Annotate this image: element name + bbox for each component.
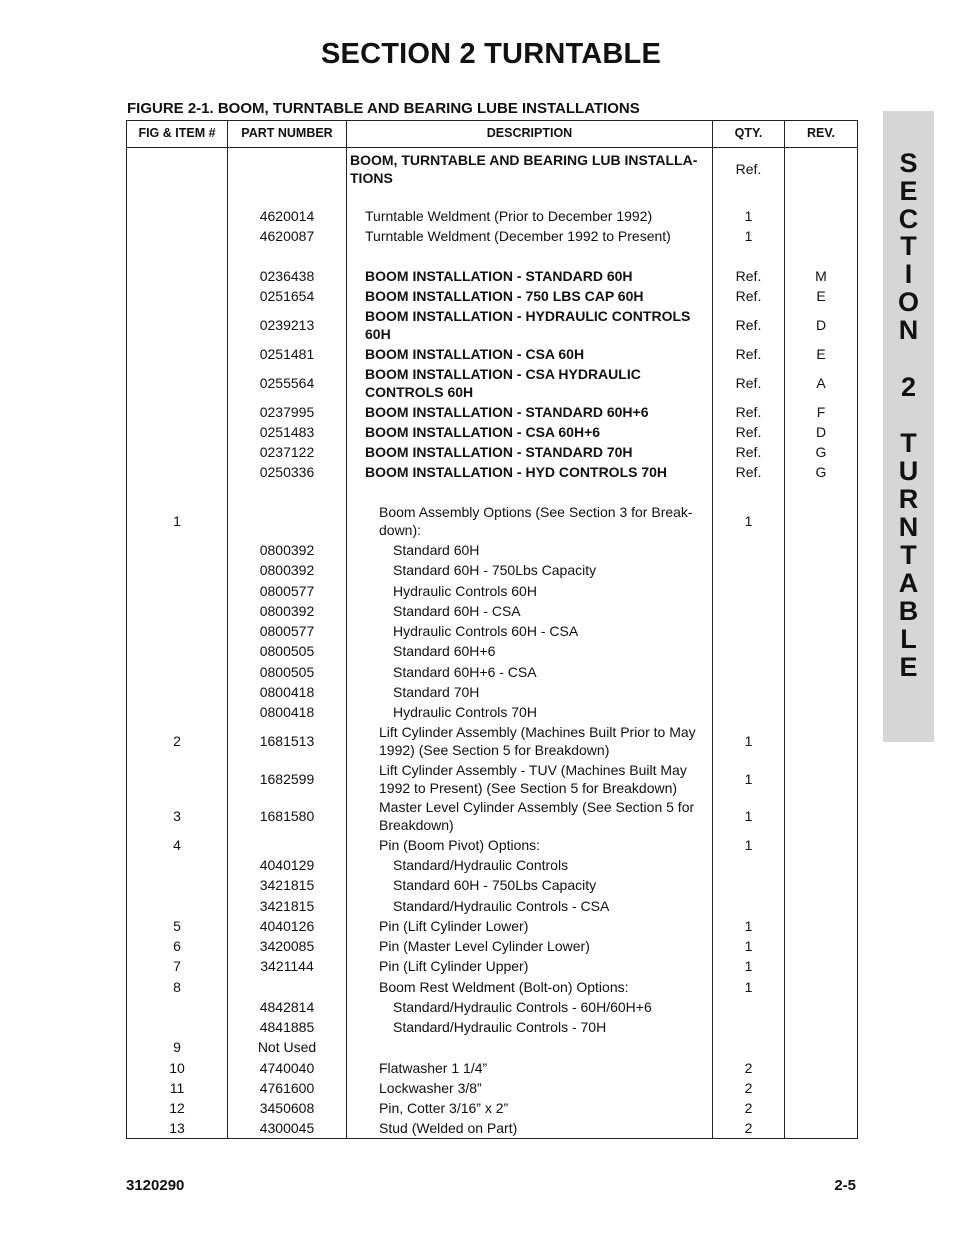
part-number-cell: 4761600 — [259, 1080, 315, 1097]
section-tab-letter: L — [900, 624, 917, 654]
description-cell: Standard 60H - 750Lbs Capacity — [393, 562, 597, 579]
description-cell: BOOM INSTALLATION - CSA 60H+6 — [365, 424, 601, 441]
qty-cell: 1 — [744, 807, 753, 824]
part-number-cell: 0251481 — [259, 346, 315, 363]
qty-cell: Ref. — [735, 464, 762, 481]
table-row — [127, 582, 857, 602]
section-tab-letter: E — [899, 176, 918, 206]
description-cell: Lift Cylinder Assembly (Machines Built Prior to May 1992) (See Section 5 for Breakdown) — [379, 724, 696, 758]
description-cell: BOOM INSTALLATION - HYD CONTROLS 70H — [365, 464, 668, 481]
part-number-cell: 1681580 — [259, 807, 315, 824]
parts-table — [126, 120, 858, 1139]
description-cell: BOOM INSTALLATION - STANDARD 60H+6 — [365, 404, 649, 421]
part-number-cell: 0800392 — [259, 562, 315, 579]
part-number-cell: 4841885 — [259, 1019, 315, 1036]
table-row — [127, 703, 857, 723]
description-cell: Stud (Welded on Part) — [379, 1120, 518, 1137]
description-cell: Standard 60H+6 - CSA — [393, 664, 537, 681]
part-number-cell: 3450608 — [259, 1100, 315, 1117]
description-cell: Turntable Weldment (December 1992 to Present) — [365, 228, 671, 245]
table-row — [127, 957, 857, 977]
header-description: DESCRIPTION — [486, 126, 573, 140]
description-cell: Master Level Cylinder Assembly (See Section 5 for Breakdown) — [379, 799, 695, 833]
part-number-cell: 1681513 — [259, 732, 315, 749]
qty-cell: Ref. — [735, 316, 762, 333]
table-row — [127, 345, 857, 365]
table-row — [127, 1099, 857, 1119]
description-cell: Standard 60H — [393, 542, 480, 559]
qty-cell: 1 — [744, 208, 753, 225]
description-cell: BOOM INSTALLATION - STANDARD 70H — [365, 444, 633, 461]
fig-item-cell: 2 — [173, 732, 181, 749]
qty-cell: 1 — [744, 732, 753, 749]
rev-cell: D — [815, 316, 827, 333]
qty-cell: 1 — [744, 979, 753, 996]
fig-item-cell: 13 — [169, 1120, 185, 1137]
section-tab-letter: E — [899, 652, 918, 682]
part-number-cell: 0800418 — [259, 704, 315, 721]
table-row — [127, 876, 857, 896]
part-number-cell: 0239213 — [259, 316, 315, 333]
qty-cell: 1 — [744, 228, 753, 245]
qty-cell: 2 — [744, 1120, 753, 1137]
section-tab-letter: C — [898, 204, 919, 234]
table-row — [127, 365, 857, 402]
description-cell: Pin (Master Level Cylinder Lower) — [379, 938, 590, 955]
part-number-cell: 3420085 — [259, 938, 315, 955]
table-row — [127, 403, 857, 423]
part-number-cell: Not Used — [257, 1039, 317, 1056]
rev-cell: G — [815, 444, 827, 461]
part-number-cell: 0236438 — [259, 268, 315, 285]
qty-cell: Ref. — [735, 424, 762, 441]
qty-cell: 1 — [744, 837, 753, 854]
part-number-cell: 4040126 — [259, 918, 315, 935]
part-number-cell: 4620087 — [259, 228, 315, 245]
table-row — [127, 227, 857, 247]
part-number-cell: 3421815 — [259, 877, 315, 894]
section-tab-letter: U — [898, 456, 919, 486]
table-row — [127, 1079, 857, 1099]
table-row — [127, 663, 857, 683]
qty-cell: Ref. — [735, 444, 762, 461]
table-row — [127, 267, 857, 287]
table-row — [127, 1018, 857, 1038]
description-cell: BOOM INSTALLATION - CSA HYDRAULIC CONTROLS 60H — [365, 366, 641, 400]
part-number-cell: 0800392 — [259, 542, 315, 559]
rev-cell: E — [816, 346, 826, 363]
qty-cell: 2 — [744, 1060, 753, 1077]
qty-cell: Ref. — [735, 404, 762, 421]
part-number-cell: 0800577 — [259, 623, 315, 640]
section-tab-letter: I — [904, 259, 913, 289]
part-number-cell: 0800505 — [259, 643, 315, 660]
qty-cell: 1 — [744, 958, 753, 975]
fig-item-cell: 4 — [173, 837, 181, 854]
part-number-cell: 0237995 — [259, 404, 315, 421]
fig-item-cell: 3 — [173, 807, 181, 824]
section-tab-letter: T — [900, 231, 917, 261]
table-row — [127, 642, 857, 662]
header-fig-item: FIG & ITEM # — [138, 126, 216, 140]
section-tab-letter: N — [898, 512, 919, 542]
table-row — [127, 287, 857, 307]
table-row — [127, 602, 857, 622]
part-number-cell: 0800418 — [259, 684, 315, 701]
description-cell: Standard 70H — [393, 684, 480, 701]
description-cell: BOOM INSTALLATION - CSA 60H — [365, 346, 585, 363]
description-cell: Pin (Lift Cylinder Upper) — [379, 958, 529, 975]
qty-cell: 1 — [744, 512, 753, 529]
table-row — [127, 798, 857, 835]
section-tab-letter: B — [898, 596, 919, 626]
section-tab-letter: A — [898, 568, 919, 598]
document-number: 3120290 — [126, 1177, 185, 1194]
qty-cell: Ref. — [735, 160, 762, 177]
header-rev: REV. — [806, 126, 836, 140]
rev-cell: G — [815, 464, 827, 481]
description-cell: BOOM INSTALLATION - HYDRAULIC CONTROLS 60H — [365, 308, 691, 342]
description-cell: Hydraulic Controls 60H - CSA — [393, 623, 579, 640]
description-cell: BOOM INSTALLATION - 750 LBS CAP 60H — [365, 288, 644, 305]
page-number: 2-5 — [834, 1177, 856, 1194]
part-number-cell: 0251483 — [259, 424, 315, 441]
description-cell: Boom Rest Weldment (Bolt-on) Options: — [379, 979, 629, 996]
qty-cell: 2 — [744, 1100, 753, 1117]
description-cell: BOOM, TURNTABLE AND BEARING LUB INSTALLA-TIONS — [350, 152, 698, 186]
part-number-cell: 0255564 — [259, 374, 315, 391]
qty-cell: 2 — [744, 1080, 753, 1097]
section-tab-letter: T — [900, 428, 917, 458]
description-cell: Standard/Hydraulic Controls — [393, 857, 569, 874]
section-title: SECTION 2 TURNTABLE — [321, 38, 661, 70]
section-tab-letter: O — [897, 287, 919, 317]
figure-title: FIGURE 2-1. BOOM, TURNTABLE AND BEARING LUBE INSTALLATIONS — [127, 100, 640, 117]
fig-item-cell: 1 — [173, 512, 181, 529]
part-number-cell: 4842814 — [259, 999, 315, 1016]
table-row — [127, 897, 857, 917]
rev-cell: D — [815, 424, 827, 441]
table-row — [127, 917, 857, 937]
fig-item-cell: 7 — [173, 958, 181, 975]
table-row — [127, 836, 857, 856]
rev-cell: M — [815, 268, 827, 285]
table-row — [127, 723, 857, 760]
section-tab-letter: T — [900, 540, 917, 570]
section-tab — [883, 111, 934, 742]
table-row — [127, 1119, 857, 1139]
rev-cell: F — [816, 404, 826, 421]
description-cell: Standard 60H - CSA — [393, 603, 521, 620]
table-row — [127, 541, 857, 561]
description-cell: Hydraulic Controls 60H — [393, 583, 537, 600]
description-cell: Boom Assembly Options (See Section 3 for Break-down): — [379, 504, 693, 538]
description-cell: BOOM INSTALLATION - STANDARD 60H — [365, 268, 633, 285]
description-cell: Standard 60H+6 — [393, 643, 496, 660]
qty-cell: Ref. — [735, 268, 762, 285]
part-number-cell: 0800505 — [259, 664, 315, 681]
description-cell: Standard/Hydraulic Controls - 70H — [393, 1019, 607, 1036]
description-cell: Hydraulic Controls 70H — [393, 704, 537, 721]
section-tab-letter: N — [898, 315, 919, 345]
description-cell: Standard/Hydraulic Controls - 60H/60H+6 — [393, 999, 652, 1016]
table-row — [127, 978, 857, 998]
fig-item-cell: 9 — [173, 1039, 181, 1056]
table-row — [127, 856, 857, 876]
part-number-cell: 0800577 — [259, 583, 315, 600]
fig-item-cell: 10 — [169, 1060, 185, 1077]
table-row — [127, 561, 857, 581]
table-row — [127, 443, 857, 463]
table-row — [127, 683, 857, 703]
description-cell: Standard 60H - 750Lbs Capacity — [393, 877, 597, 894]
part-number-cell: 1682599 — [259, 770, 315, 787]
qty-cell: 1 — [744, 918, 753, 935]
description-cell: Lockwasher 3/8” — [379, 1080, 482, 1097]
fig-item-cell: 8 — [173, 979, 181, 996]
qty-cell: 1 — [744, 938, 753, 955]
rev-cell: E — [816, 288, 826, 305]
table-row — [127, 207, 857, 227]
section-tab-letter: S — [899, 148, 918, 178]
fig-item-cell: 6 — [173, 938, 181, 955]
description-cell: Pin, Cotter 3/16” x 2” — [379, 1100, 509, 1117]
table-row — [127, 937, 857, 957]
description-cell: Turntable Weldment (Prior to December 1992) — [365, 208, 653, 225]
part-number-cell: 4620014 — [259, 208, 315, 225]
header-part-number: PART NUMBER — [241, 126, 333, 140]
qty-cell: 1 — [744, 770, 753, 787]
table-row — [127, 307, 857, 344]
description-cell: Pin (Lift Cylinder Lower) — [379, 918, 529, 935]
description-cell: Flatwasher 1 1/4” — [379, 1060, 488, 1077]
part-number-cell: 3421144 — [260, 958, 314, 975]
part-number-cell: 0237122 — [259, 444, 315, 461]
part-number-cell: 4740040 — [259, 1060, 315, 1077]
qty-cell: Ref. — [735, 288, 762, 305]
part-number-cell: 0250336 — [259, 464, 315, 481]
qty-cell: Ref. — [735, 346, 762, 363]
table-row — [127, 761, 857, 798]
part-number-cell: 3421815 — [259, 898, 315, 915]
fig-item-cell: 12 — [169, 1100, 185, 1117]
fig-item-cell: 5 — [173, 918, 181, 935]
table-row — [127, 423, 857, 443]
table-row — [127, 622, 857, 642]
table-row — [127, 503, 857, 540]
qty-cell: Ref. — [735, 374, 762, 391]
part-number-cell: 0251654 — [259, 288, 315, 305]
part-number-cell: 0800392 — [259, 603, 315, 620]
section-tab-letter: 2 — [900, 372, 917, 402]
part-number-cell: 4040129 — [259, 857, 315, 874]
table-row — [127, 463, 857, 483]
description-cell: Lift Cylinder Assembly - TUV (Machines Built May 1992 to Present) (See Section 5 for Breakdown) — [379, 762, 687, 796]
table-row — [127, 147, 857, 192]
part-number-cell: 4300045 — [259, 1120, 315, 1137]
table-row — [127, 1038, 857, 1058]
section-tab-letter: R — [898, 484, 919, 514]
description-cell: Standard/Hydraulic Controls - CSA — [393, 898, 610, 915]
table-row — [127, 998, 857, 1018]
description-cell: Pin (Boom Pivot) Options: — [379, 837, 541, 854]
fig-item-cell: 11 — [169, 1080, 185, 1097]
rev-cell: A — [816, 374, 826, 391]
table-row — [127, 1059, 857, 1079]
header-qty: QTY. — [734, 126, 763, 140]
